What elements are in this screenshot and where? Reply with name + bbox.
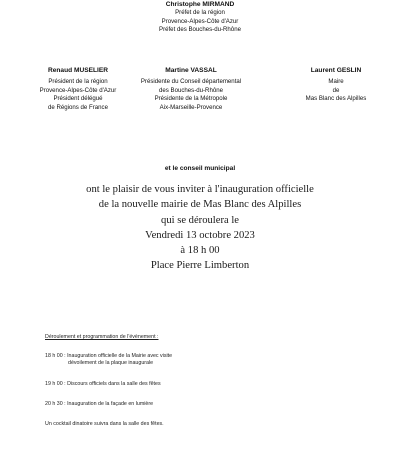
- prefect-title-line: Provence-Alpes-Côte d'Azur: [161, 17, 239, 25]
- program-item: [45, 401, 375, 408]
- department-president-title-line: Présidente du Conseil départemental: [140, 78, 242, 85]
- department-president-name: Martine VASSAL: [165, 67, 217, 74]
- prefect-title-line: Préfet des Bouches-du-Rhône: [159, 26, 241, 34]
- invitation-text: [0, 182, 400, 274]
- prefect-title-line: Préfet de la région: [175, 9, 225, 16]
- event-date: Vendredi 13 octobre 2023: [145, 229, 255, 241]
- event-place: Place Pierre Limberton: [150, 260, 250, 272]
- program-item: [45, 381, 375, 388]
- program-item-line: dévoilement de la plaque inaugurale: [68, 360, 154, 367]
- program-item: [45, 421, 375, 428]
- program-item-line: 18 h 00 : Inauguration officielle de la Mairie avec visite: [45, 353, 173, 360]
- prefect-name: Christophe MIRMAND: [165, 1, 235, 8]
- program-item-line: Un cocktail dinatoire suivra dans la salle des fêtes.: [45, 421, 164, 428]
- council-line: et le conseil municipal: [164, 165, 236, 172]
- invitation-line: ont le plaisir de vous inviter à l'inauguration officielle: [86, 184, 314, 195]
- department-president-title-line: des Bouches-du-Rhône: [158, 86, 224, 94]
- region-president-block: [30, 66, 126, 112]
- event-time: à 18 h 00: [180, 245, 220, 257]
- program-item-line: 20 h 30 : Inauguration de la façade en lumière: [45, 400, 154, 407]
- mayor-block: [285, 66, 387, 104]
- program-item-line: 19 h 00 : Discours officiels dans la salle des fêtes: [45, 380, 161, 387]
- prefect-block: [0, 0, 400, 35]
- region-president-name: Renaud MUSELIER: [47, 67, 109, 74]
- region-president-title-line: Président délégué: [53, 95, 103, 103]
- program-heading: Déroulement et programmation de l'évènement :: [45, 334, 159, 340]
- region-president-title-line: Provence-Alpes-Côte d'Azur: [39, 86, 117, 94]
- invitation-line: qui se déroulera le: [161, 214, 239, 226]
- mayor-name: Laurent GESLIN: [310, 67, 362, 74]
- department-president-block: [131, 66, 251, 112]
- region-president-title-line: de Régions de France: [48, 103, 108, 111]
- department-president-title-line: Aix-Marseille-Provence: [159, 103, 223, 111]
- program-section: [45, 334, 375, 441]
- program-item: [45, 353, 375, 367]
- mayor-title-line: Mas Blanc des Alpilles: [305, 95, 367, 103]
- invitation-line: de la nouvelle mairie de Mas Blanc des Alpilles: [98, 199, 302, 211]
- region-president-title-line: Président de la région: [48, 78, 108, 85]
- department-president-title-line: Présidente de la Métropole: [154, 95, 228, 103]
- mayor-title-line: de: [332, 86, 340, 94]
- mayor-title-line: Maire: [328, 78, 344, 85]
